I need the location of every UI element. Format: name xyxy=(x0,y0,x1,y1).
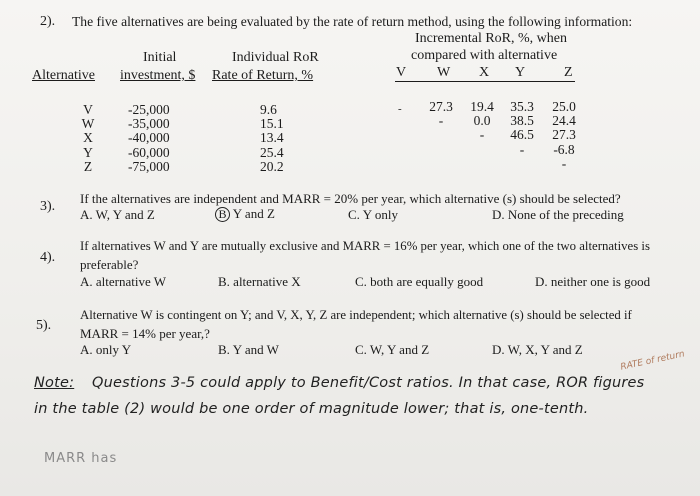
table-cell-investment: -25,000 xyxy=(128,102,170,117)
matrix-cell: - xyxy=(438,113,444,129)
matrix-cell: 27.3 xyxy=(552,127,576,143)
matrix-cell: 24.4 xyxy=(552,113,576,129)
matrix-column-w xyxy=(426,100,456,128)
table-cell-alt: X xyxy=(83,130,93,146)
individual-header-line1: Individual RoR xyxy=(232,50,319,65)
ror-column xyxy=(260,103,284,174)
matrix-cell-vv: - xyxy=(398,103,402,115)
q3-option-a: A. W, Y and Z xyxy=(80,207,155,222)
q3-option-c: C. Y only xyxy=(348,207,398,222)
q2-number: 2). xyxy=(40,14,56,29)
initial-header-line2: investment, $ xyxy=(120,68,196,83)
alt-column xyxy=(80,103,96,174)
incremental-header-line1: Incremental RoR, %, when xyxy=(415,31,568,46)
matrix-column-z xyxy=(546,100,582,171)
table-cell-investment: -75,000 xyxy=(128,158,170,174)
table-cell-ror: 9.6 xyxy=(260,102,277,117)
matrix-cell: -6.8 xyxy=(553,141,575,157)
matrix-column-y xyxy=(505,100,539,157)
q4-number: 4). xyxy=(40,250,56,265)
matrix-cell: - xyxy=(561,155,567,171)
table-cell-alt: Z xyxy=(83,158,93,174)
table-cell-alt: V xyxy=(83,102,93,117)
note-label: Note: xyxy=(34,375,75,391)
rate-of-return-annotation: RATE of return xyxy=(619,349,686,373)
initial-header-line1: Initial xyxy=(143,50,177,65)
table-cell-alt: W xyxy=(81,116,95,132)
q3-text: If the alternatives are independent and MARR = 20% per year, which alternative (s) should be selected? xyxy=(80,191,621,206)
compare-col-x: X xyxy=(479,65,490,80)
individual-header-line2: Rate of Return, % xyxy=(212,68,314,83)
pencil-note: MARR has xyxy=(44,451,118,466)
q5-text-line2: MARR = 14% per year,? xyxy=(80,326,210,341)
q4-option-a: A. alternative W xyxy=(80,274,167,289)
table-cell-ror: 13.4 xyxy=(260,130,284,146)
compare-col-y: Y xyxy=(515,65,526,80)
matrix-cell: 46.5 xyxy=(510,127,534,143)
q5-number: 5). xyxy=(36,318,52,333)
compare-col-v: V xyxy=(396,65,407,80)
table-cell-investment: -35,000 xyxy=(128,116,170,132)
q5-option-d: D. W, X, Y and Z xyxy=(492,342,583,357)
q3-option-b-text: Y and Z xyxy=(232,206,275,221)
matrix-cell: 25.0 xyxy=(552,99,576,114)
q3-option-b[interactable] xyxy=(215,206,275,222)
q2-text: The five alternatives are being evaluated by the rate of return method, using the following information: xyxy=(72,14,633,29)
alternative-header: Alternative xyxy=(32,68,95,83)
compare-col-w: W xyxy=(437,65,451,80)
q4-text-line2: preferable? xyxy=(80,257,139,272)
investment-column xyxy=(128,103,170,174)
q5-option-a: A. only Y xyxy=(80,342,132,357)
table-cell-ror: 20.2 xyxy=(260,158,284,174)
q4-option-b: B. alternative X xyxy=(218,274,301,289)
matrix-cell: 27.3 xyxy=(429,99,453,114)
note-line1: Questions 3-5 could apply to Benefit/Cost ratios. In that case, ROR figures xyxy=(92,375,645,391)
q4-text-line1: If alternatives W and Y are mutually exclusive and MARR = 16% per year, which one of the two alternatives is xyxy=(80,239,650,253)
matrix-column-x xyxy=(466,100,498,143)
matrix-cell: 35.3 xyxy=(510,99,534,114)
matrix-cell: 38.5 xyxy=(510,113,534,129)
table-cell-ror: 15.1 xyxy=(260,116,284,132)
q5-option-c: C. W, Y and Z xyxy=(355,342,430,357)
matrix-cell: 19.4 xyxy=(470,99,494,114)
compare-col-z: Z xyxy=(564,65,573,80)
q5-text-line1: Alternative W is contingent on Y; and V, X, Y, Z are independent; which alternative (s) should be selected if xyxy=(80,308,632,322)
q3-number: 3). xyxy=(40,199,56,214)
table-cell-investment: -60,000 xyxy=(128,144,170,160)
note-line2: in the table (2) would be one order of magnitude lower; that is, one-tenth. xyxy=(34,401,589,417)
table-cell-ror: 25.4 xyxy=(260,144,284,160)
matrix-cell: - xyxy=(519,141,525,157)
matrix-cell: - xyxy=(479,127,485,143)
matrix-cell: 0.0 xyxy=(473,113,491,129)
q3-option-d: D. None of the preceding xyxy=(492,207,624,222)
q5-option-b: B. Y and W xyxy=(218,342,279,357)
table-cell-alt: Y xyxy=(83,144,93,160)
q4-option-d: D. neither one is good xyxy=(535,274,651,289)
table-cell-investment: -40,000 xyxy=(128,130,170,146)
incremental-header-line2: compared with alternative xyxy=(411,48,558,63)
q4-option-c: C. both are equally good xyxy=(355,274,484,289)
q3-option-b-circle: B xyxy=(215,207,230,222)
